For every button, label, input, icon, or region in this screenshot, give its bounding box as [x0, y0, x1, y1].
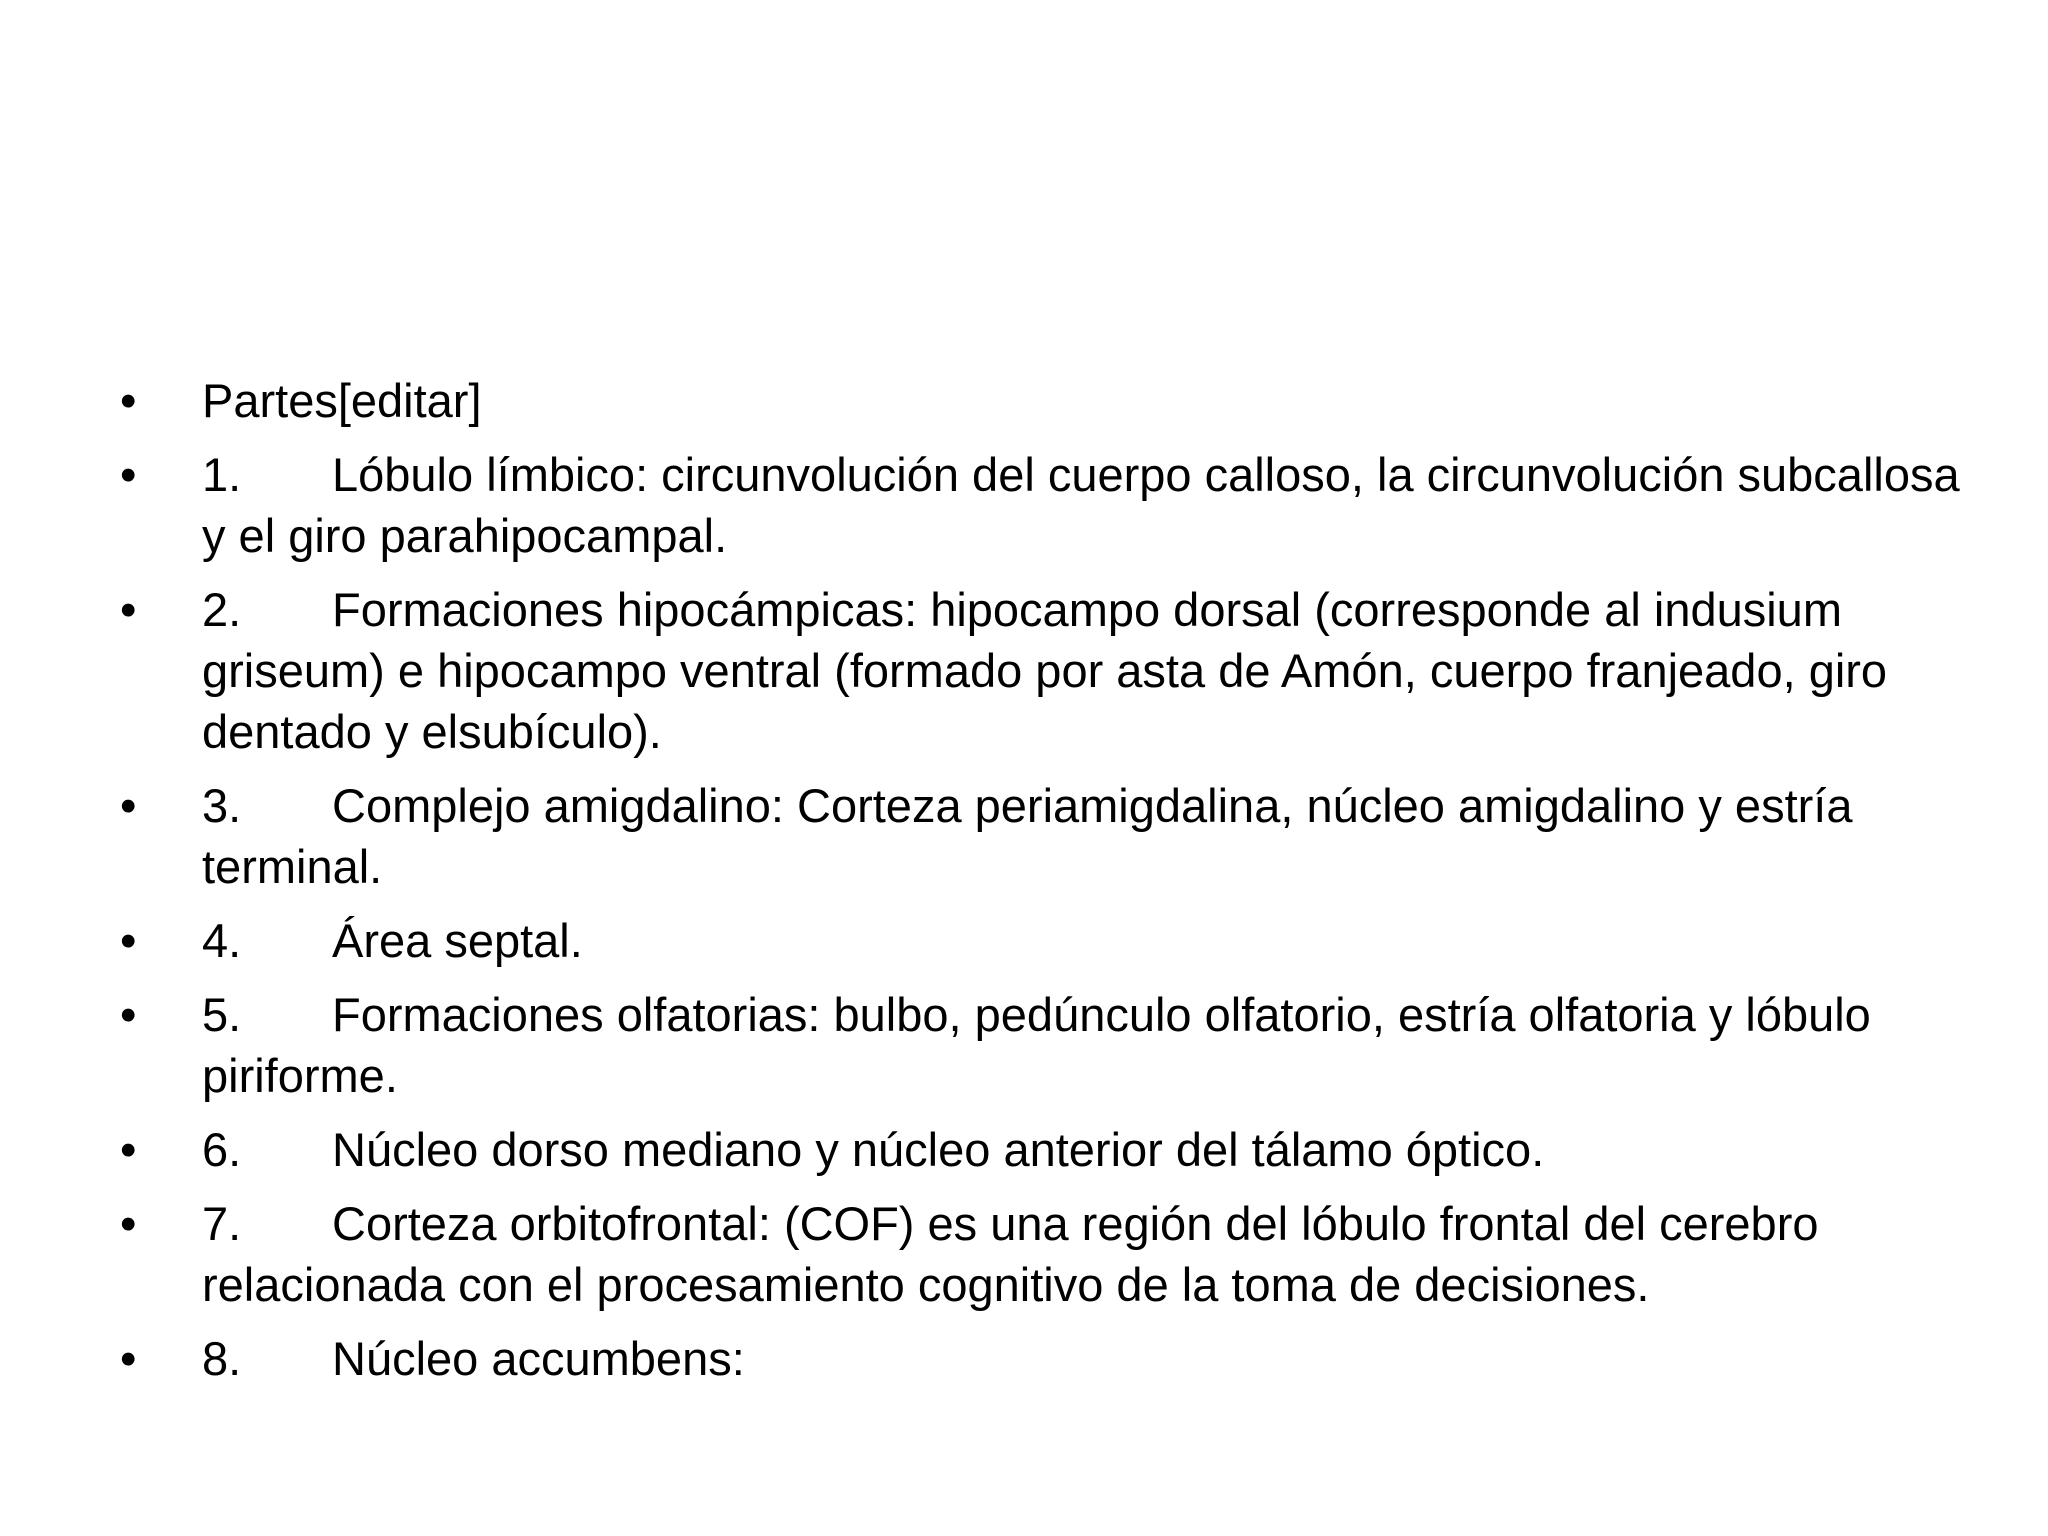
- list-item-text: [202, 1119, 1960, 1180]
- list-item-5: [120, 984, 1960, 1106]
- bullet-icon: •: [120, 1332, 137, 1385]
- item-text: Complejo amigdalino: Corteza periamigdalina, núcleo amigdalino y estría terminal.: [202, 779, 1853, 893]
- bullet-icon: •: [120, 448, 137, 501]
- list-item-7: [120, 1193, 1960, 1315]
- bullet-icon: •: [120, 374, 137, 427]
- list-item-text: [202, 444, 1960, 566]
- item-text: Lóbulo límbico: circunvolución del cuerpo calloso, la circunvolución subcallosa y el giro parahipocampal.: [202, 448, 1960, 562]
- list-item-text: [202, 370, 1960, 431]
- list-item-6: [120, 1119, 1960, 1180]
- bullet-icon: •: [120, 914, 137, 967]
- item-number: 8.: [202, 1332, 242, 1385]
- list-item-text: [202, 1193, 1960, 1315]
- item-text: Núcleo accumbens:: [332, 1332, 745, 1385]
- list-item-text: [202, 775, 1960, 897]
- item-number: 7.: [202, 1197, 242, 1250]
- item-text: Núcleo dorso mediano y núcleo anterior del tálamo óptico.: [332, 1123, 1545, 1176]
- list-item-text: [202, 579, 1960, 762]
- item-number: 2.: [202, 583, 242, 636]
- item-number: 1.: [202, 448, 242, 501]
- bullet-icon: •: [120, 1197, 137, 1250]
- list-item-4: [120, 910, 1960, 971]
- bullet-list: [120, 370, 1960, 1402]
- list-item-partes: [120, 370, 1960, 431]
- item-number: 6.: [202, 1123, 242, 1176]
- bullet-icon: •: [120, 1123, 137, 1176]
- item-text: Área septal.: [332, 914, 583, 967]
- list-item-2: [120, 579, 1960, 762]
- item-text: Formaciones olfatorias: bulbo, pedúnculo olfatorio, estría olfatoria y lóbulo piriforme.: [202, 988, 1871, 1102]
- list-item-3: [120, 775, 1960, 897]
- bullet-icon: •: [120, 988, 137, 1041]
- list-item-8: [120, 1328, 1960, 1389]
- item-number: 3.: [202, 779, 242, 832]
- list-item-text: [202, 910, 1960, 971]
- item-number: 5.: [202, 988, 242, 1041]
- bullet-icon: •: [120, 779, 137, 832]
- bullet-icon: •: [120, 583, 137, 636]
- item-text: Formaciones hipocámpicas: hipocampo dorsal (corresponde al indusium griseum) e hipocampo ventral (formado por asta de Amón, cuerpo franjeado, giro dentado y elsubículo).: [202, 583, 1888, 758]
- list-item-1: [120, 444, 1960, 566]
- item-text: Corteza orbitofrontal: (COF) es una región del lóbulo frontal del cerebro relacionada con el procesamiento cognitivo de la toma de decisiones.: [202, 1197, 1819, 1311]
- list-item-text: [202, 1328, 1960, 1389]
- list-item-text: [202, 984, 1960, 1106]
- item-text: Partes[editar]: [202, 374, 482, 427]
- item-number: 4.: [202, 914, 242, 967]
